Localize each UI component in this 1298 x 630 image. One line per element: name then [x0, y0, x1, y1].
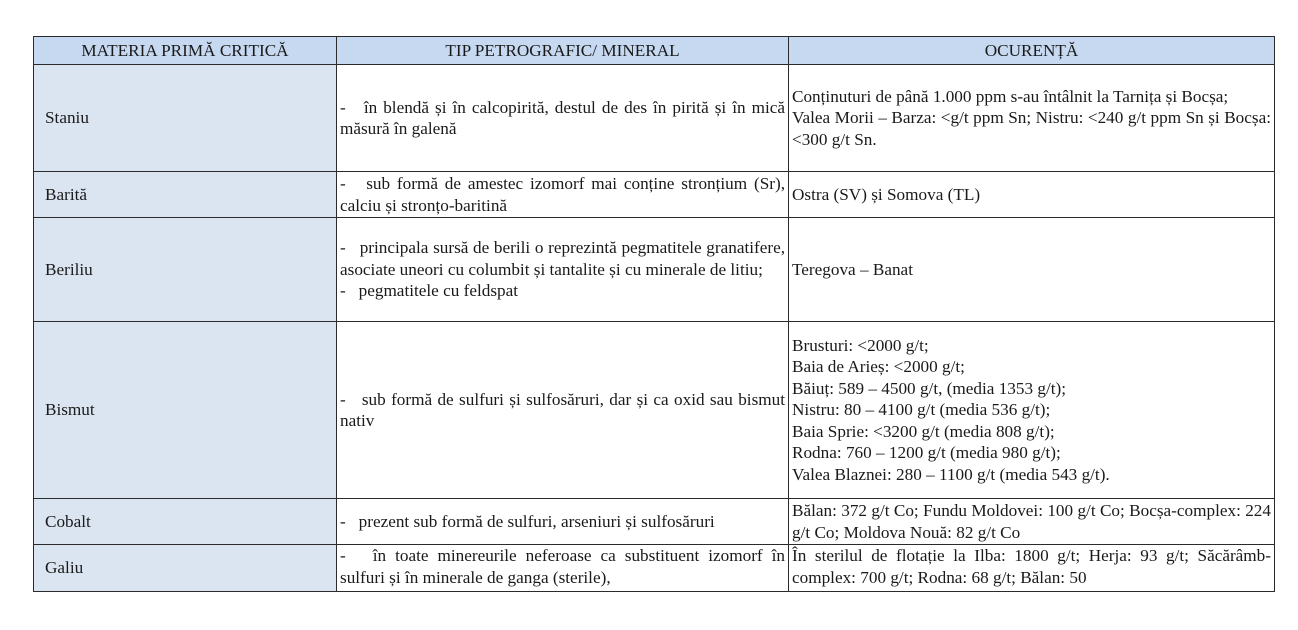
tip-text: sub formă de sulfuri și sulfosăruri, dar și ca oxid sau bismut nativ	[340, 389, 786, 430]
ocurenta-line: În sterilul de flotație la Ilba: 1800 g/t; Herja: 93 g/t; Săcărâmb-complex: 700 g/t; Rodna: 68 g/t; Bălan: 50	[792, 546, 1271, 587]
material-cell: Bismut	[34, 322, 337, 499]
material-cell: Cobalt	[34, 499, 337, 545]
tip-text: în blendă și în calcopirită, destul de des în pirită și în mică măsură în galenă	[340, 97, 786, 138]
material-cell: Barită	[34, 172, 337, 218]
tip-text: principala sursă de berili o reprezintă pegmatitele granatifere, asociate uneori cu columbit și tantalite și cu minerale de litiu;	[340, 238, 785, 279]
table-row	[34, 172, 1275, 218]
ocurenta-cell	[789, 65, 1275, 172]
table-header-row	[34, 37, 1275, 65]
tip-item	[340, 545, 785, 588]
bullet-dash: -	[340, 511, 346, 531]
ocurenta-line: Ostra (SV) și Somova (TL)	[792, 184, 981, 204]
tip-cell	[337, 322, 789, 499]
tip-text: sub formă de amestec izomorf mai conține stronțium (Sr), calciu și stronțo-baritină	[340, 174, 786, 215]
tip-cell	[337, 172, 789, 218]
ocurenta-cell	[789, 218, 1275, 322]
tip-text: prezent sub formă de sulfuri, arseniuri și sulfosăruri	[358, 511, 715, 531]
bullet-dash: -	[340, 281, 346, 301]
tip-cell	[337, 545, 789, 592]
bullet-dash: -	[340, 174, 346, 193]
ocurenta-line: Valea Morii – Barza: <g/t ppm Sn; Nistru: <240 g/t ppm Sn și Bocșa: <300 g/t Sn.	[792, 108, 1271, 149]
header-materia: MATERIA PRIMĂ CRITICĂ	[34, 37, 337, 65]
tip-item	[340, 237, 785, 280]
ocurenta-line: Bălan: 372 g/t Co; Fundu Moldovei: 100 g/t Co; Bocșa-complex: 224 g/t Co; Moldova Nouă: 82 g/t Co	[792, 501, 1271, 542]
bullet-dash: -	[340, 238, 346, 258]
tip-item	[340, 173, 785, 216]
ocurenta-line: Teregova – Banat	[792, 259, 913, 279]
tip-item	[340, 511, 785, 533]
tip-text: pegmatitele cu feldspat	[358, 281, 519, 301]
material-cell: Galiu	[34, 545, 337, 592]
bullet-dash: -	[340, 97, 346, 117]
ocurenta-line: Baia Sprie: <3200 g/t (media 808 g/t);	[792, 421, 1055, 441]
ocurenta-line: Nistru: 80 – 4100 g/t (media 536 g/t);	[792, 400, 1051, 420]
ocurenta-line: Rodna: 760 – 1200 g/t (media 980 g/t);	[792, 443, 1061, 463]
tip-text: în toate minereurile neferoase ca substituent izomorf în sulfuri și în minerale de ganga (sterile),	[340, 546, 786, 587]
table-row	[34, 545, 1275, 592]
ocurenta-line: Baia de Arieș: <2000 g/t;	[792, 357, 965, 377]
ocurenta-cell	[789, 545, 1275, 592]
table-row	[34, 218, 1275, 322]
bullet-dash: -	[340, 546, 346, 565]
bullet-dash: -	[340, 389, 346, 409]
tip-cell	[337, 218, 789, 322]
tip-cell	[337, 65, 789, 172]
critical-raw-materials-table	[33, 36, 1275, 592]
ocurenta-cell	[789, 322, 1275, 499]
ocurenta-line: Brusturi: <2000 g/t;	[792, 335, 929, 355]
material-cell: Staniu	[34, 65, 337, 172]
table-row	[34, 65, 1275, 172]
material-cell: Beriliu	[34, 218, 337, 322]
ocurenta-line: Valea Blaznei: 280 – 1100 g/t (media 543 g/t).	[792, 464, 1110, 484]
table-container	[33, 36, 1274, 592]
header-ocurenta: OCURENȚĂ	[789, 37, 1275, 65]
ocurenta-line: Băiuț: 589 – 4500 g/t, (media 1353 g/t);	[792, 378, 1067, 398]
tip-cell	[337, 499, 789, 545]
ocurenta-line: Conținuturi de până 1.000 ppm s-au întâlnit la Tarnița și Bocșa;	[792, 86, 1229, 106]
tip-item	[340, 97, 785, 140]
tip-item	[340, 389, 785, 432]
tip-item	[340, 280, 785, 302]
ocurenta-cell	[789, 499, 1275, 545]
table-row	[34, 322, 1275, 499]
table-row	[34, 499, 1275, 545]
header-tip: TIP PETROGRAFIC/ MINERAL	[337, 37, 789, 65]
ocurenta-cell	[789, 172, 1275, 218]
